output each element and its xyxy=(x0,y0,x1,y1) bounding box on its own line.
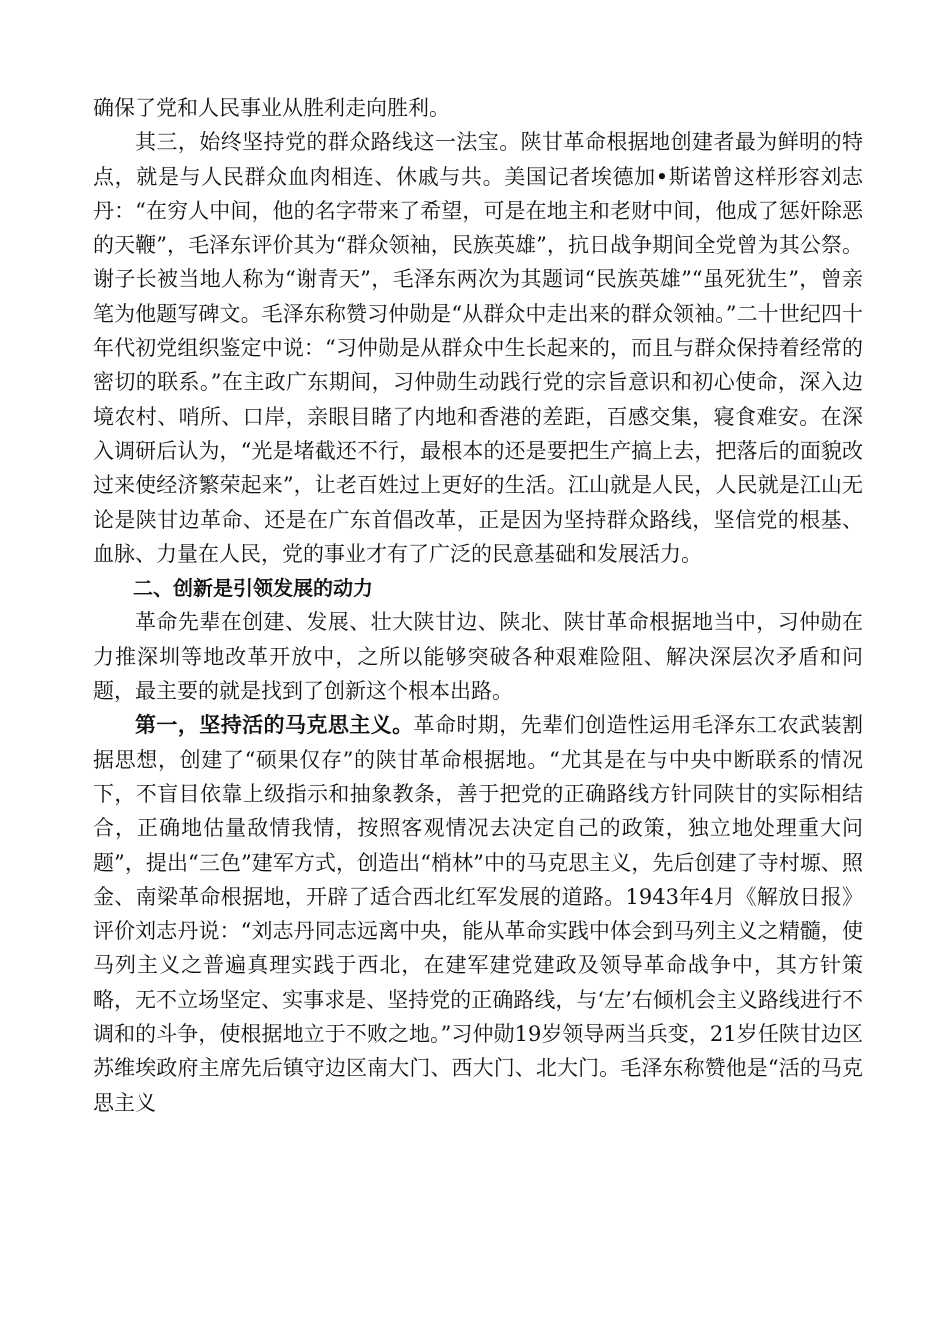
paragraph-living-marxism xyxy=(93,708,863,1120)
paragraph-innovation-intro: 革命先辈在创建、发展、壮大陕甘边、陕北、陕甘革命根据地当中，习仲勋在力推深圳等地改革开放中，之所以能够突破各种艰难险阻、解决深层次矛盾和问题，最主要的就是找到了创新这个根本出路。 xyxy=(93,610,863,704)
paragraph-lead-bold: 第一，坚持活的马克思主义。 xyxy=(135,712,414,738)
document-page xyxy=(93,91,863,1120)
paragraph-mass-line: 其三，始终坚持党的群众路线这一法宝。陕甘革命根据地创建者最为鲜明的特点，就是与人民群众血肉相连、休戚与共。美国记者埃德加•斯诺曾这样形容刘志丹：“在穷人中间，他的名字带来了希望，可是在地主和老财中间，他成了惩奸除恶的天鞭”，毛泽东评价其为“群众领袖，民族英雄”，抗日战争期间全党曾为其公祭。谢子长被当地人称为“谢青天”，毛泽东两次为其题词“民族英雄”“虽死犹生”，曾亲笔为他题写碑文。毛泽东称赞习仲勋是“从群众中走出来的群众领袖。”二十世纪四十年代初党组织鉴定中说：“习仲勋是从群众中生长起来的，而且与群众保持着经常的密切的联系。”在主政广东期间，习仲勋生动践行党的宗旨意识和初心使命，深入边境农村、哨所、口岸，亲眼目睹了内地和香港的差距，百感交集，寝食难安。在深入调研后认为，“光是堵截还不行，最根本的还是要把生产搞上去，把落后的面貌改过来使经济繁荣起来”，让老百姓过上更好的生活。江山就是人民，人民就是江山无论是陕甘边革命、还是在广东首倡改革，正是因为坚持群众路线，坚信党的根基、血脉、力量在人民，党的事业才有了广泛的民意基础和发展活力。 xyxy=(93,130,863,566)
paragraph-body: 革命时期，先辈们创造性运用毛泽东工农武装割据思想，创建了“硕果仅存”的陕甘革命根据地。“尤其是在与中央中断联系的情况下，不盲目依靠上级指示和抽象教条，善于把党的正确路线方针同陕甘的实际相结合，正确地估量敌情我情，按照客观情况去决定自己的政策，独立地处理重大问题”，提出“三色”建军方式，创造出“梢林”中的马克思主义，先后创建了寺村塬、照金、南梁革命根据地，开辟了适合西北红军发展的道路。1943年4月《解放日报》评价刘志丹说：“刘志丹同志远离中央，能从革命实践中体会到马列主义之精髓，使马列主义之普遍真理实践于西北，在建军建党建政及领导革命战争中，其方针策略，无不立场坚定、实事求是、坚持党的正确路线，与‘左’右倾机会主义路线进行不调和的斗争，使根据地立于不败之地。”习仲勋19岁领导两当兵变，21岁任陕甘边区苏维埃政府主席先后镇守边区南大门、西大门、北大门。毛泽东称赞他是“活的马克思主义 xyxy=(93,713,863,1115)
section-heading-innovation: 二、创新是引领发展的动力 xyxy=(133,576,373,601)
paragraph-continuation: 确保了党和人民事业从胜利走向胜利。 xyxy=(93,96,450,120)
